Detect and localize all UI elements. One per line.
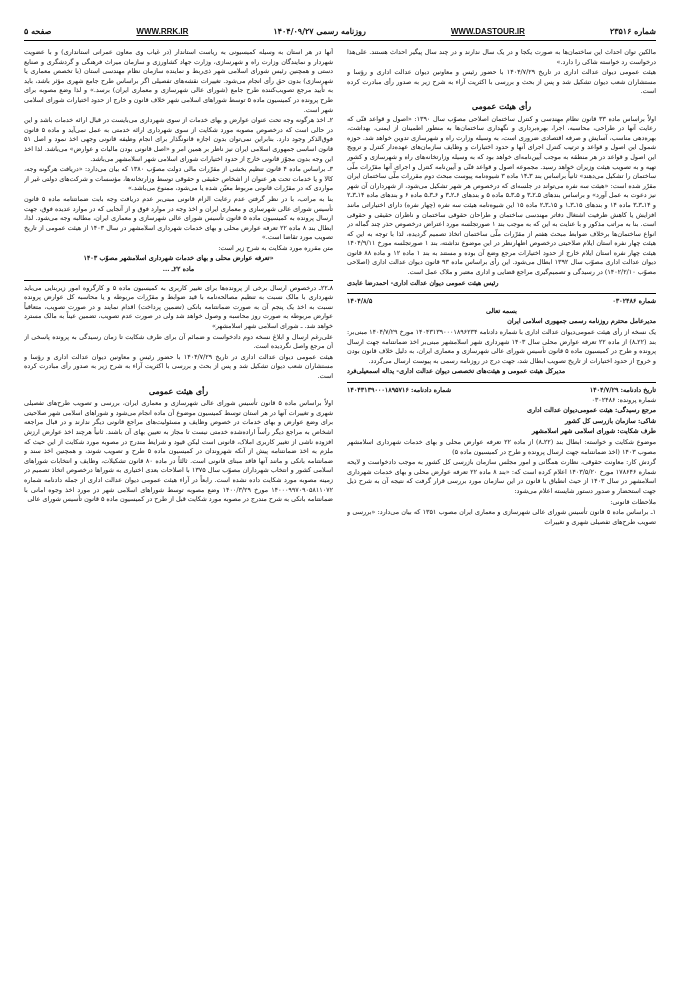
section-heading: رأی هیئت عمومی xyxy=(148,385,209,396)
page-number: صفحه ۵ xyxy=(24,26,52,36)
paragraph: علی‌رغم ارسال و ابلاغ نسخه دوم دادخواست و ضمائم آن برای طرف شکایت تا زمان رسیدگی به پرونده پاسخی از آن مرجع واصل نگردیده است. xyxy=(24,332,333,351)
regulation-article: ماده ۲۲ـ ... xyxy=(162,265,195,274)
addressee: مدیرعامل محترم روزنامه رسمی جمهوری اسلامی ایران xyxy=(507,317,656,326)
complaint-subject: موضوع شکایت و خواسته: ابطال بند (۲۲ـ۸) از ماده ۲۲ تعرفه عوارض محلی و بهای خدمات شهرداری اسلامشهر مصوب ۱۴۰۳ (اخذ ضمانتنامه جهت ارسال پرونده و طرح در کمیسیون ماده ۵) xyxy=(347,437,656,456)
columns xyxy=(24,48,656,978)
paragraph: ۳ـ براساس ماده ۴ قانون تنظیم بخشی از مقرّرات مالی دولت مصوّب ۱۳۸۰ که بیان می‌دارد: «دریافت هرگونه وجه، کالا و یا خدمات تحت هر عنوان از اشخاص حقیقی و حقوقی توسط وزارتخانه‌ها، مؤسسات و شرکت‌های دولتی غیر از مواردی که در مقرّرات قانونی مربوط معیّن شده یا می‌شود، ممنوع می‌باشد.» xyxy=(24,165,333,193)
page-header xyxy=(24,24,656,38)
case-number: شماره پرونده: ۰۳۰۲۴۸۶ xyxy=(591,395,656,404)
letter-number: شماره ۰۳۰۲۴۸۶ xyxy=(612,297,656,306)
paragraph: هیئت عمومی دیوان عدالت اداری در تاریخ ۱۴۰۴/۷/۲۹ با حضور رئیس و معاونین دیوان عدالت اداری و رؤسا و مستشاران شعب دیوان تشکیل شد و پس از بحث و بررسی با اکثریت آراء به شرح زیر به صدور رأی مبادرت کرده است. xyxy=(24,352,333,380)
letter-date: ۱۴۰۴/۸/۵ xyxy=(347,297,373,306)
left-column xyxy=(24,48,333,978)
signature: رئیس هیئت عمومی دیوان عدالت اداری- احمدرضا عابدی xyxy=(347,278,499,287)
paragraph: اولاً براساس ماده ۵ قانون تأسیس شورای عالی شهرسازی و معماری ایران، بررسی و تصویب طرح‌های تفصیلی شهری و تغییرات آنها در هر استان توسط کمیسیون موضوع آن ماده انجام می‌شود و شوراهای اسلامی شهر صلاحیتی برای وضع عوارض و بهای خدمات در خصوص وظایف و مسئولیت‌های مراجع قانونی دیگر ندارند و در قبال مراجعه اشخاص به مراجع دیگر رأساً اراده‌شده خدمتی نیست تا مجاز به تعیین بهای آن باشند. ثانیاً هرچند اخذ عوارض ارزش افزوده ناشی از تغییر کاربری املاک، قانونی است لیکن قیود و شرایط مندرج در مصوبه مورد شکایت از این حیث که ملزم به اخذ ضمانتنامه پیش از آنکه شهروندان در کمیسیون ماده ۵ طرح و تصویب شوند، و همچنین اخذ سند و ضمانتنامه بانکی و مانند آنها فاقد مبنای قانونی است. ثالثاً در ماده ۸۰ قانون تشکیلات، وظایف و انتخابات شوراهای اسلامی کشور و انتخاب شهرداران مصوّب سال ۱۳۷۵ با اصلاحات بعدی اختیاری به شوراها درخصوص اتخاذ تصمیم در زمینه مصوبه مورد شکایت داده نشده است. رابعاً در آراء هیئت عمومی دیوان عدالت اداری از جمله دادنامه شماره ۱۴۰۰۰۹۹۷۰۹۰۵۸۱۱۰۷۲ مورخ ۱۴۰۰/۳/۲۹ وضع مصوبه توسط شوراهای اسلامی شهر در مورد اخذ وجوه امانی با ضمانتنامه بانکی به شرح مندرج در مصوبه مورد شکایت قبل از طرح در کمیسیون ماده ۵ قانون تأسیس شورای عالی xyxy=(24,399,333,504)
signature: مدیرکل هیئت عمومی و هیئت‌های تخصصی دیوان عدالت اداری- یداله اسمعیلی‌فرد xyxy=(347,367,566,376)
regulation-title: «تعرفه عوارض محلی و بهای خدمات شهرداری اسلامشهر مصوّب ۱۴۰۳ xyxy=(83,254,274,263)
bismillah: بسمه تعالی xyxy=(486,306,517,315)
ruling-meta-row xyxy=(347,386,656,396)
paragraph: ۲ـ اخذ هرگونه وجه تحت عنوان عوارض و بهای خدمات از سوی شهرداری می‌بایست در قبال ارائه خدمات باشد و این در حالی است که درخصوص مصوبه مورد شکایت از سوی شهرداری ارائه خدمتی به عمل نمی‌آید و ماده ۵ قانون فوق‌الذکر وجود دارد. بنابراین نمی‌توان بدون اجازه قانونگذار برای انجام وظیفه قانونی وجهی اخذ نمود و اصل ۵۱ قانون اساسی جمهوری اسلامی ایران نیز ناظر بر همین امر و «اصل قانونی بودن مالیات و عوارض» می‌باشد. لذا اخذ این وجه بدون مجوّز قانونی خارج از حدود اختیارات شورای اسلامی شهر اسلامشهر می‌باشد. xyxy=(24,116,333,163)
header-rule xyxy=(24,40,656,41)
divider xyxy=(347,382,656,383)
divider xyxy=(24,280,333,281)
ruling-number: شماره دادنامه: ۱۴۰۴۳۱۳۹۰۰۰۱۸۹۵۷۱۶ xyxy=(347,386,452,394)
rrk-link[interactable]: WWW.RRK.IR xyxy=(136,26,189,36)
paragraph: ۱ـ براساس ماده ۵ قانون تأسیس شورای عالی شهرسازی و معماری ایران مصوب ۱۳۵۱ که بیان می‌دارد: «بررسی و تصویب طرح‌های تفصیلی شهری و تغییرات xyxy=(347,508,656,526)
paragraph: اولاً براساس ماده ۳۳ قانون نظام مهندسی و کنترل ساختمان اصلاحی مصوّب سال ۱۳۹۰: «اصول و قواعد فنّی که رعایت آنها در طراحی، محاسبه، اجرا، بهره‌برداری و نگهداری ساختمان‌ها به منظور اطمینان از ایمنی، بهداشت، بهره‌دهی مناسب، آسایش و صرفه اقتصادی ضروری است، به وسیله وزارت راه و شهرسازی تدوین خواهد شد. حوزه شمول این اصول و قواعد و ترتیب کنترل اجرای آنها و حدود اختیارات و وظایف سازمان‌های عهده‌دار کنترل و ترویج این اصول و قواعد در هر منطقه به موجب آیین‌نامه‌ای خواهد بود که به وسیله وزارتخانه‌های راه و شهرسازی و کشور تهیه و به تصویب هیئت وزیران خواهد رسید. مجموعه اصول و قواعد فنّی و آیین‌نامه کنترل و اجرای آنها مقرّرات ملّی ساختمان را تشکیل می‌دهند» ثانیاً براساس بند ۳ـ۱۴ ماده ۳ شیوه‌نامه پیوست مبحث دوم مقررات ملّی ساختمان ایران مقرّر شده است: «هیئت سه نفره می‌تواند در جلسه‌ای که درخصوص هر شهر تشکیل می‌شود، از شهرداران آن شهر نیز دعوت به عمل آورد» و براساس بندهای ۵ـ۲ـ۳ و ۵ـ۳ـ۵ ماده ۵ و بندهای ۶ـ۲ـ۳ و ۶ـ۳ـ۵ ماده ۶ و بندهای ماده ۱۴ـ۳ـ۲ و ۱۴ـ۳ـ۳ ماده ۱۴ و بندهای ۱۵ـ۳ـ۱ و ۱۵ـ۳ـ۲ ماده ۱۵ این شیوه‌نامه هیئت سه نفره (چهار نفره) دارای اختیاراتی مانند افزایش یا کاهش ظرفیت اشتغال دفاتر مهندسی ساختمان و طراحان حقوقی ساختمان و ناظران حقیقی و حقوقی است. بنا به مراتب مذکور و با عنایت به این که به موجب بند ۱ صورتجلسه مورد اعتراض درخصوص حذر چند گماله در انواع ساختمان‌ها برخلاف ضوابط مبحث هفتم از مقرّرات ملّی ساختمان اتخاذ تصمیم گردیده، لذا با توجه به این که هیئت چهار نفره استان ایلام صلاحیتی درخصوص اظهارنظر در این موضوع نداشته، بند ۱ صورتجلسه مورخ ۱۴۰۴/۹/۱۱ هیئت چهار نفره استان ایلام خارج از حدود اختیارات مرجع وضع آن بوده و مستند به بند ۱ ماده ۱۲ و ماده ۸۸ قانون دیوان عدالت اداری مصوّب سال ۱۳۹۲ ابطال می‌شود. این رأی براساس ماده ۹۳ قانون دیوان عدالت اداری (اصلاحی مصوّب ۱۴۰۲/۲/۱۰) در رسیدگی و تصمیم‌گیری مراجع قضایی و اداری معتبر و ملاک عمل است. xyxy=(347,114,656,277)
reviewing-authority: مرجع رسیدگی: هیئت عمومی‌دیوان عدالت اداری xyxy=(527,406,656,415)
dastour-link[interactable]: WWW.DASTOUR.IR xyxy=(450,26,525,36)
paragraph: متن مقرره مورد شکایت به شرح زیر است: xyxy=(218,243,333,252)
paragraph: آنها در هر استان به وسیله کمیسیونی به ریاست استاندار (در غیاب وی معاون عمرانی استانداری) و با عضویت شهردار و نمایندگان وزارت راه و شهرسازی، وزارت جهاد کشاورزی و سازمان میراث فرهنگی و گردشگری و صنایع دستی و همچنین رئیس شورای اسلامی شهر ذی‌ربط و نماینده سازمان نظام مهندسی استان (با تخصص معماری یا شهرسازی) بدون حق رأی انجام می‌شود. تغییرات نقشه‌های تفصیلی اگر براساس طرح جامع شهری مؤثر باشد، باید به تأیید مرجع تصویب‌کننده طرح جامع (شورای عالی شهرسازی و معماری ایران) برسد.» و لذا وضع مصوبه برای طرح پرونده در کمیسیون ماده ۵ توسط شوراهای اسلامی شهر خلاف قانون و خارج از حدود اختیارات شورای اسلامی شهر است. xyxy=(24,48,333,114)
paragraph: گردش کار: معاونت حقوقی، نظارت همگانی و امور مجلس سازمان بازرسی کل کشور به موجب دادخواست و لایحه شماره ۱۷۸۶۴۶ مورخ ۱۴۰۳/۵/۲۰ اعلام کرده است که: «بند ۸ ماده ۲۲ تعرفه عوارض محلی و بهای خدمات شهرداری اسلامشهر در سال ۱۴۰۳ از حیث انطباق با قانون در این سازمان مورد بررسی قرار گرفت که نتیجه آن به شرح ذیل جهت استحضار و صدور دستور شایسته اعلام می‌شود: xyxy=(347,458,656,495)
letter-number-row xyxy=(347,297,656,307)
paragraph: مالکین توان احداث این ساختمان‌ها به صورت یکجا و در یک سال ندارند و در چند سال پیگیر احداث هستند. علی‌هذا درخواست رد خواسته شاکی را دارد.» xyxy=(347,48,656,66)
newspaper-date: روزنامه رسمی ۱۴۰۴/۰۹/۲۷ xyxy=(273,26,366,36)
paragraph: هیئت عمومی دیوان عدالت اداری در تاریخ ۱۴۰۴/۷/۲۹ با حضور رئیس و معاونین دیوان عدالت اداری و رؤسا و مستشاران شعب دیوان تشکیل شد و پس از بحث و بررسی با اکثریت آراء به شرح زیر به صدور رأی مبادرت کرده است. xyxy=(347,68,656,96)
paragraph: ۸ـ۲۲ـ درخصوص ارسال برخی از پرونده‌ها برای تغییر کاربری به کمیسیون ماده ۵ و کارگروه امور زیربنایی می‌باید شهرداری با مالک نسبت به تنظیم مصالحه‌نامه با قید ضوابط و مقرّرات مربوطه و یا محاسبه کل عوارض پرونده نسبت به اخذ یک پنجم آن به صورت ضمانتنامه بانکی (تضمین پرداخت) اقدام نمایند و در صورت تصویب، متعاقباً عوارض مربوطه به صورت روز محاسبه و وصول خواهد شد ولی در صورت عدم تصویب، تضمین عیناً به مالک مسترد خواهد شد. ـ شورای اسلامی شهر اسلامشهر» xyxy=(24,283,333,331)
ruling-date: تاریخ دادنامه: ۱۴۰۴/۷/۲۹ xyxy=(589,386,656,394)
paragraph: یک نسخه از رأی هیئت عمومی‌دیوان عدالت اداری با شماره دادنامه ۱۴۰۴۳۱۳۹۰۰۰۱۸۹۶۲۳۴ مورخ ۱۴۰۴/۷/۲۹ مبنی‌بر: بند (۲۲ـ۸) از ماده ۲۲ تعرفه عوارض محلی سال ۱۴۰۳ شهرداری شهر اسلامشهر مبنی‌بر اخذ ضمانتنامه جهت ارسال پرونده و طرح در کمیسیون ماده ۵ قانون تأسیس شورای عالی شهرسازی و معماری ایران، به دلیل خلاف قانون بودن و خروج از حدود اختیارات از تاریخ تصویب ابطال شد، جهت درج در روزنامه رسمی به پیوست ارسال می‌گردد. xyxy=(347,328,656,365)
section-heading: رأی هیئت عمومی xyxy=(471,100,532,111)
paragraph: بنا به مراتب، با در نظر گرفتن عدم رعایت الزام قانونی مبنی‌بر عدم دریافت وجه بابت ضمانتنامه ماده ۵ قانون تأسیس شورای عالی شهرسازی و معماری ایران و اخذ وجه در موارد فوق و از آنجایی که در موارد عدیده فوق، جهت ارسال پرونده به کمیسیون ماده ۵ قانون تأسیس شورای عالی شهرسازی و معماری ایران، مطالبه وجه می‌شود. لذا، ابطال بند ۸ ماده ۲۲ تعرفه عوارض محلی و بهای خدمات شهرداری اسلامشهر در سال ۱۴۰۳ از هیئت عمومی از تاریخ تصویب مورد تقاضا است.» xyxy=(24,194,333,242)
issue-number: شماره ۲۳۵۱۶ xyxy=(609,26,656,36)
divider xyxy=(347,293,656,294)
plaintiff: شاکی: سازمان بازرسی کل کشور xyxy=(565,416,656,425)
paragraph: ملاحظات قانونی: xyxy=(610,497,656,506)
right-column xyxy=(347,48,656,978)
defendant: طرف شکایت: شورای اسلامی شهر اسلامشهر xyxy=(531,427,656,436)
